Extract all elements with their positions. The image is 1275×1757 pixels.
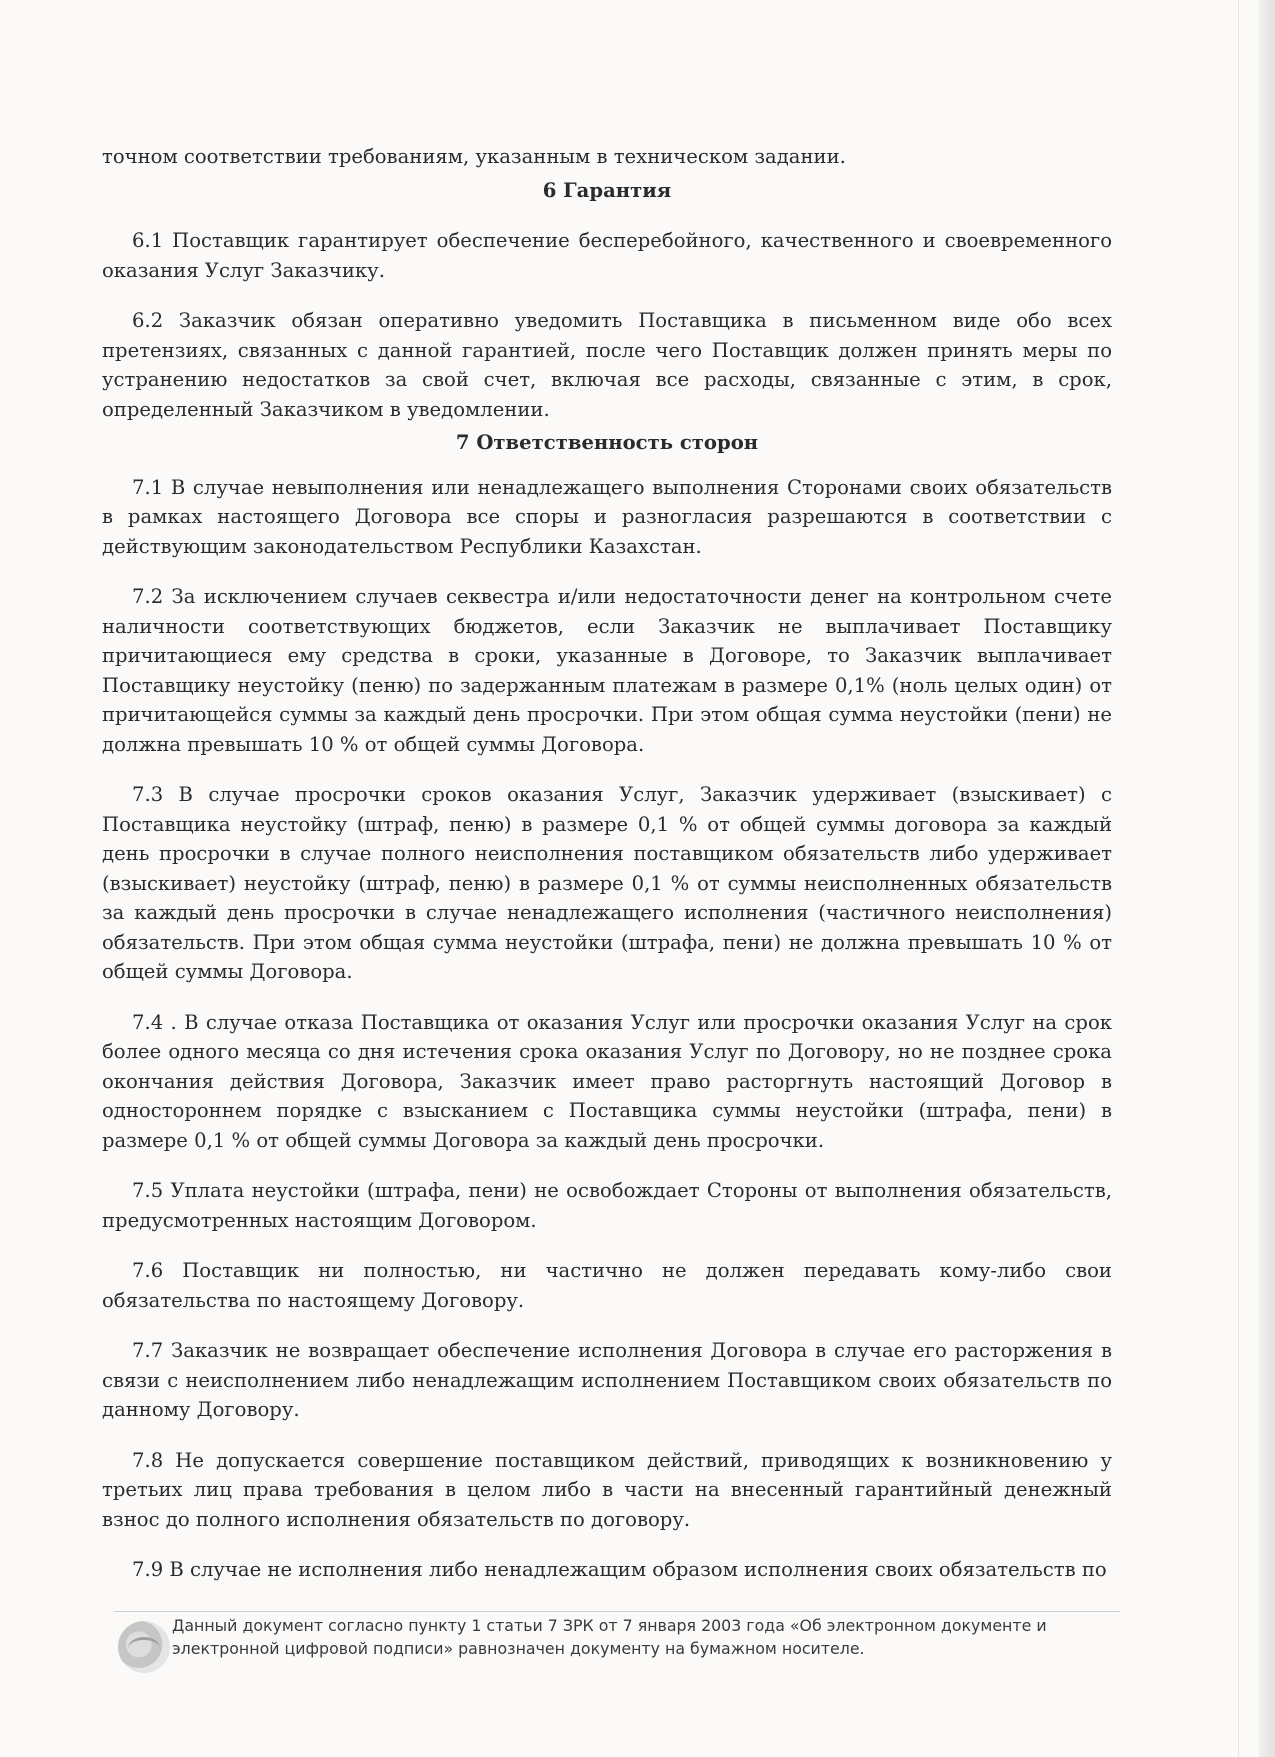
clause-7-5: 7.5 Уплата неустойки (штрафа, пени) не освобождает Стороны от выполнения обязательств, предусмотренных настоящим Договором. xyxy=(102,1179,1112,1232)
clause-6-1: 6.1 Поставщик гарантирует обеспечение бесперебойного, качественного и своевременного оказания Услуг Заказчику. xyxy=(102,229,1112,282)
clause-6-2: 6.2 Заказчик обязан оперативно уведомить Поставщика в письменном виде обо всех претензиях, связанных с данной гарантией, после чего Поставщик должен принять меры по устранению недостатков за свой счет, включая все расходы, связанные с этим, в срок, определенный Заказчиком в уведомлении. xyxy=(102,309,1112,421)
clause-7-9: 7.9 В случае не исполнения либо ненадлежащим образом исполнения своих обязательств по xyxy=(132,1558,1107,1581)
clause-7-3: 7.3 В случае просрочки сроков оказания Услуг, Заказчик удерживает (взыскивает) с Поставщика неустойку (штраф, пеню) в размере 0,1 % от общей суммы договора за каждый день просрочки в случае полного неисполнения поставщиком обязательств либо удерживает (взыскивает) неустойку (штраф, пеню) в размере 0,1 % от суммы неисполненных обязательств за каждый день просрочки в случае ненадлежащего исполнения (частичного неисполнения) обязательств. При этом общая сумма неустойки (штрафа, пени) не должна превышать 10 % от общей суммы Договора. xyxy=(102,783,1112,983)
scan-edge xyxy=(1259,0,1275,1757)
clause-7-1: 7.1 В случае невыполнения или ненадлежащего выполнения Сторонами своих обязательств в рамках настоящего Договора все споры и разногласия разрешаются в соответствии с действующим законодательством Республики Казахстан. xyxy=(102,475,1112,558)
clause-7-8: 7.8 Не допускается совершение поставщиком действий, приводящих к возникновению у третьих лиц права требования в целом либо в части на внесенный гарантийный денежный взнос до полного исполнения обязательств по договору. xyxy=(102,1448,1112,1531)
scan-edge-line xyxy=(1238,0,1239,1757)
footer-divider xyxy=(114,1611,1120,1612)
clause-7-4: 7.4 . В случае отказа Поставщика от оказания Услуг или просрочки оказания Услуг на срок более одного месяца со дня истечения срока оказания Услуг по Договору, но не позднее срока окончания действия Договора, Заказчик имеет право расторгнуть настоящий Договор в одностороннем порядке с взысканием с Поставщика суммы неустойки (штрафа, пени) в размере 0,1 % от общей суммы Договора за каждый день просрочки. xyxy=(102,1010,1112,1152)
intro-text: точном соответствии требованиям, указанным в техническом задании. xyxy=(102,145,846,168)
e-document-seal-icon xyxy=(118,1621,170,1673)
seal-mark xyxy=(128,1637,160,1660)
section-6-heading: 6 Гарантия xyxy=(542,178,672,202)
clause-7-6: 7.6 Поставщик ни полностью, ни частично не должен передавать кому-либо свои обязательства по настоящему Договору. xyxy=(102,1259,1112,1312)
document-page xyxy=(102,142,1112,1585)
section-7-heading: 7 Ответственность сторон xyxy=(455,431,759,454)
clause-7-2: 7.2 За исключением случаев секвестра и/или недостаточности денег на контрольном счете наличности соответствующих бюджетов, если Заказчик не выплачивает Поставщику причитающиеся ему средства в сроки, указанные в Договоре, то Заказчик выплачивает Поставщику неустойку (пеню) по задержанным платежам в размере 0,1% (ноль целых один) от причитающейся суммы за каждый день просрочки. При этом общая сумма неустойки (пени) не должна превышать 10 % от общей суммы Договора. xyxy=(102,585,1112,756)
footer-notice: Данный документ согласно пункту 1 статьи 7 ЗРК от 7 января 2003 года «Об электронном документе и электронной цифровой подписи» равнозначен документу на бумажном носителе. xyxy=(172,1616,1047,1658)
clause-7-7: 7.7 Заказчик не возвращает обеспечение исполнения Договора в случае его расторжения в связи с неисполнением либо ненадлежащим исполнением Поставщиком своих обязательств по данному Договору. xyxy=(102,1339,1112,1421)
